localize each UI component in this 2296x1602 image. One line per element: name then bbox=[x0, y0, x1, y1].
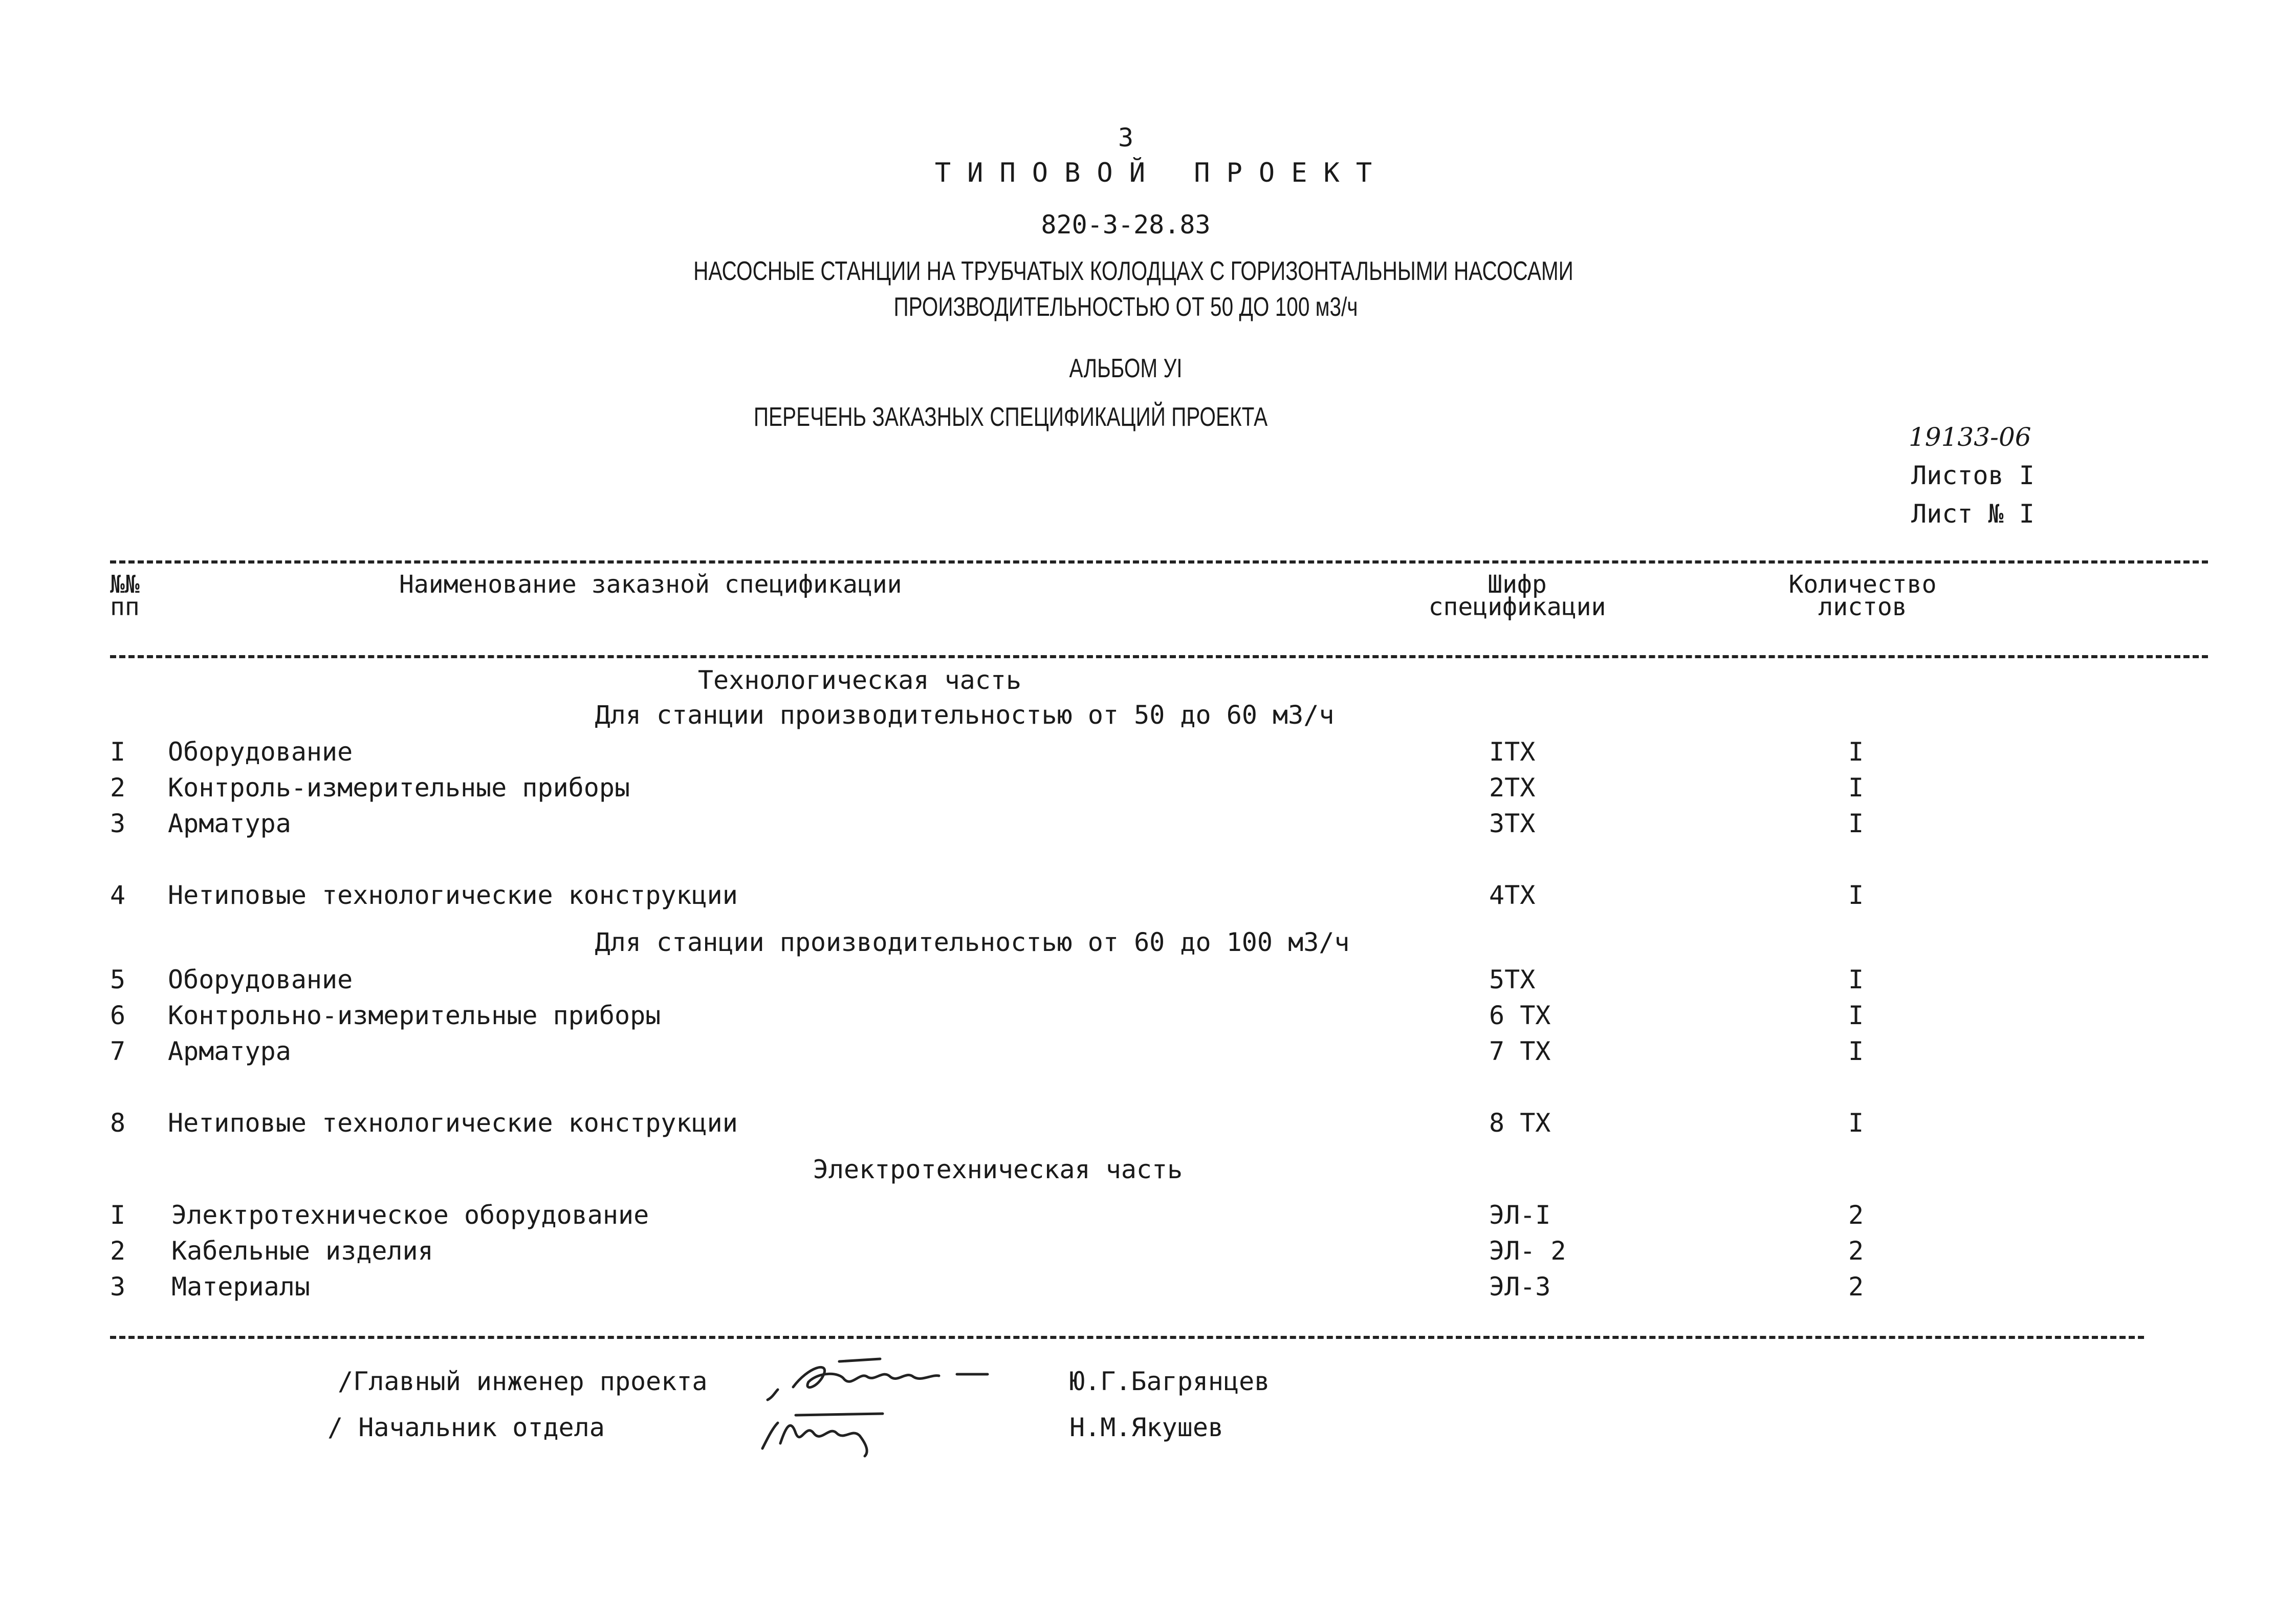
row-qty: I bbox=[1848, 880, 1864, 910]
row-name: Арматура bbox=[168, 1036, 291, 1066]
row-name: Электротехническое оборудование bbox=[171, 1200, 649, 1230]
row-qty: I bbox=[1848, 965, 1864, 994]
signature-bagryantsev-icon bbox=[762, 1351, 1008, 1408]
row-code: 3TX bbox=[1489, 809, 1536, 838]
row-num: I bbox=[110, 1200, 126, 1230]
row-code: 4TX bbox=[1489, 880, 1536, 910]
section-tech: Технологическая часть bbox=[697, 665, 1022, 695]
row-code: ЭЛ-3 bbox=[1489, 1272, 1551, 1302]
row-name: Оборудование bbox=[168, 965, 353, 994]
row-qty: I bbox=[1848, 1108, 1864, 1138]
row-name: Контрольно-измерительные приборы bbox=[168, 1001, 661, 1030]
project-subject-line1: НАСОСНЫЕ СТАНЦИИ НА ТРУБЧАТЫХ КОЛОДЦАХ С ГОРИЗОНТАЛЬНЫМИ НАСОСАМИ bbox=[693, 256, 1573, 286]
signature-name-head: Н.М.Якушев bbox=[1069, 1413, 1224, 1442]
row-qty: 2 bbox=[1848, 1236, 1864, 1266]
slash-mark: / bbox=[327, 1413, 359, 1442]
sheet-number: Лист № I bbox=[1911, 499, 2035, 529]
signature-yakushev-icon bbox=[755, 1402, 908, 1459]
row-qty: I bbox=[1848, 773, 1864, 803]
list-title: ПЕРЕЧЕНЬ ЗАКАЗНЫХ СПЕЦИФИКАЦИЙ ПРОЕКТА bbox=[753, 402, 1268, 432]
row-qty: I bbox=[1848, 1036, 1864, 1066]
signature-name-chief: Ю.Г.Багрянцев bbox=[1069, 1367, 1270, 1396]
col-qty-header: Количество листов bbox=[1788, 570, 1937, 621]
project-subject-line2: ПРОИЗВОДИТЕЛЬНОСТЬЮ ОТ 50 ДО 100 м3/ч bbox=[893, 292, 1358, 322]
row-num: 3 bbox=[110, 1272, 126, 1302]
row-name: Материалы bbox=[171, 1272, 310, 1302]
sheets-count: Листов I bbox=[1911, 461, 2035, 490]
row-qty: 2 bbox=[1848, 1200, 1864, 1230]
row-num: 2 bbox=[110, 773, 126, 803]
row-num: 2 bbox=[110, 1236, 126, 1266]
row-name: Оборудование bbox=[168, 737, 353, 767]
document-title: ТИПОВОЙ ПРОЕКТ bbox=[934, 158, 1389, 188]
page-number: 3 bbox=[1118, 123, 1134, 153]
row-qty: 2 bbox=[1848, 1272, 1864, 1302]
subsection-50-60: Для станции производительностью от 50 до 60 м3/ч bbox=[595, 700, 1335, 730]
subsection-60-100: Для станции производительностью от 60 до 100 м3/ч bbox=[595, 927, 1350, 957]
row-num: 8 bbox=[110, 1108, 126, 1138]
row-num: 7 bbox=[110, 1036, 126, 1066]
signature-role-head: / Начальник отдела bbox=[327, 1413, 605, 1442]
row-qty: I bbox=[1848, 1001, 1864, 1030]
row-num: I bbox=[110, 737, 126, 767]
row-num: 3 bbox=[110, 809, 126, 838]
section-elec: Электротехническая часть bbox=[813, 1155, 1183, 1184]
archive-number: 19133-06 bbox=[1909, 422, 2031, 452]
row-code: 7 TX bbox=[1489, 1036, 1551, 1066]
row-code: ЭЛ-I bbox=[1489, 1200, 1551, 1230]
row-name: Контроль-измерительные приборы bbox=[168, 773, 630, 803]
row-qty: I bbox=[1848, 737, 1864, 767]
slash-mark: / bbox=[338, 1367, 354, 1396]
col-num-header: №№ пп bbox=[110, 570, 140, 621]
row-code: 6 TX bbox=[1489, 1001, 1551, 1030]
row-qty: I bbox=[1848, 809, 1864, 838]
project-code: 820-3-28.83 bbox=[1041, 210, 1211, 240]
row-code: 2TX bbox=[1489, 773, 1536, 803]
row-num: 5 bbox=[110, 965, 126, 994]
row-name: Кабельные изделия bbox=[171, 1236, 433, 1266]
row-code: ITX bbox=[1489, 737, 1536, 767]
col-name-header: Наименование заказной спецификации bbox=[399, 570, 902, 599]
row-name: Нетиповые технологические конструкции bbox=[168, 1108, 738, 1138]
col-code-header: Шифр спецификации bbox=[1428, 570, 1606, 621]
row-name: Арматура bbox=[168, 809, 291, 838]
row-code: ЭЛ- 2 bbox=[1489, 1236, 1566, 1266]
table-bottom-rule bbox=[110, 1336, 2144, 1339]
table-top-rule bbox=[110, 560, 2208, 564]
row-code: 8 TX bbox=[1489, 1108, 1551, 1138]
album-label: АЛЬБОМ УI bbox=[1069, 354, 1183, 383]
row-name: Нетиповые технологические конструкции bbox=[168, 880, 738, 910]
table-header-rule bbox=[110, 655, 2208, 658]
row-code: 5TX bbox=[1489, 965, 1536, 994]
row-num: 6 bbox=[110, 1001, 126, 1030]
row-num: 4 bbox=[110, 880, 126, 910]
signature-role-chief: /Главный инженер проекта bbox=[338, 1367, 708, 1396]
